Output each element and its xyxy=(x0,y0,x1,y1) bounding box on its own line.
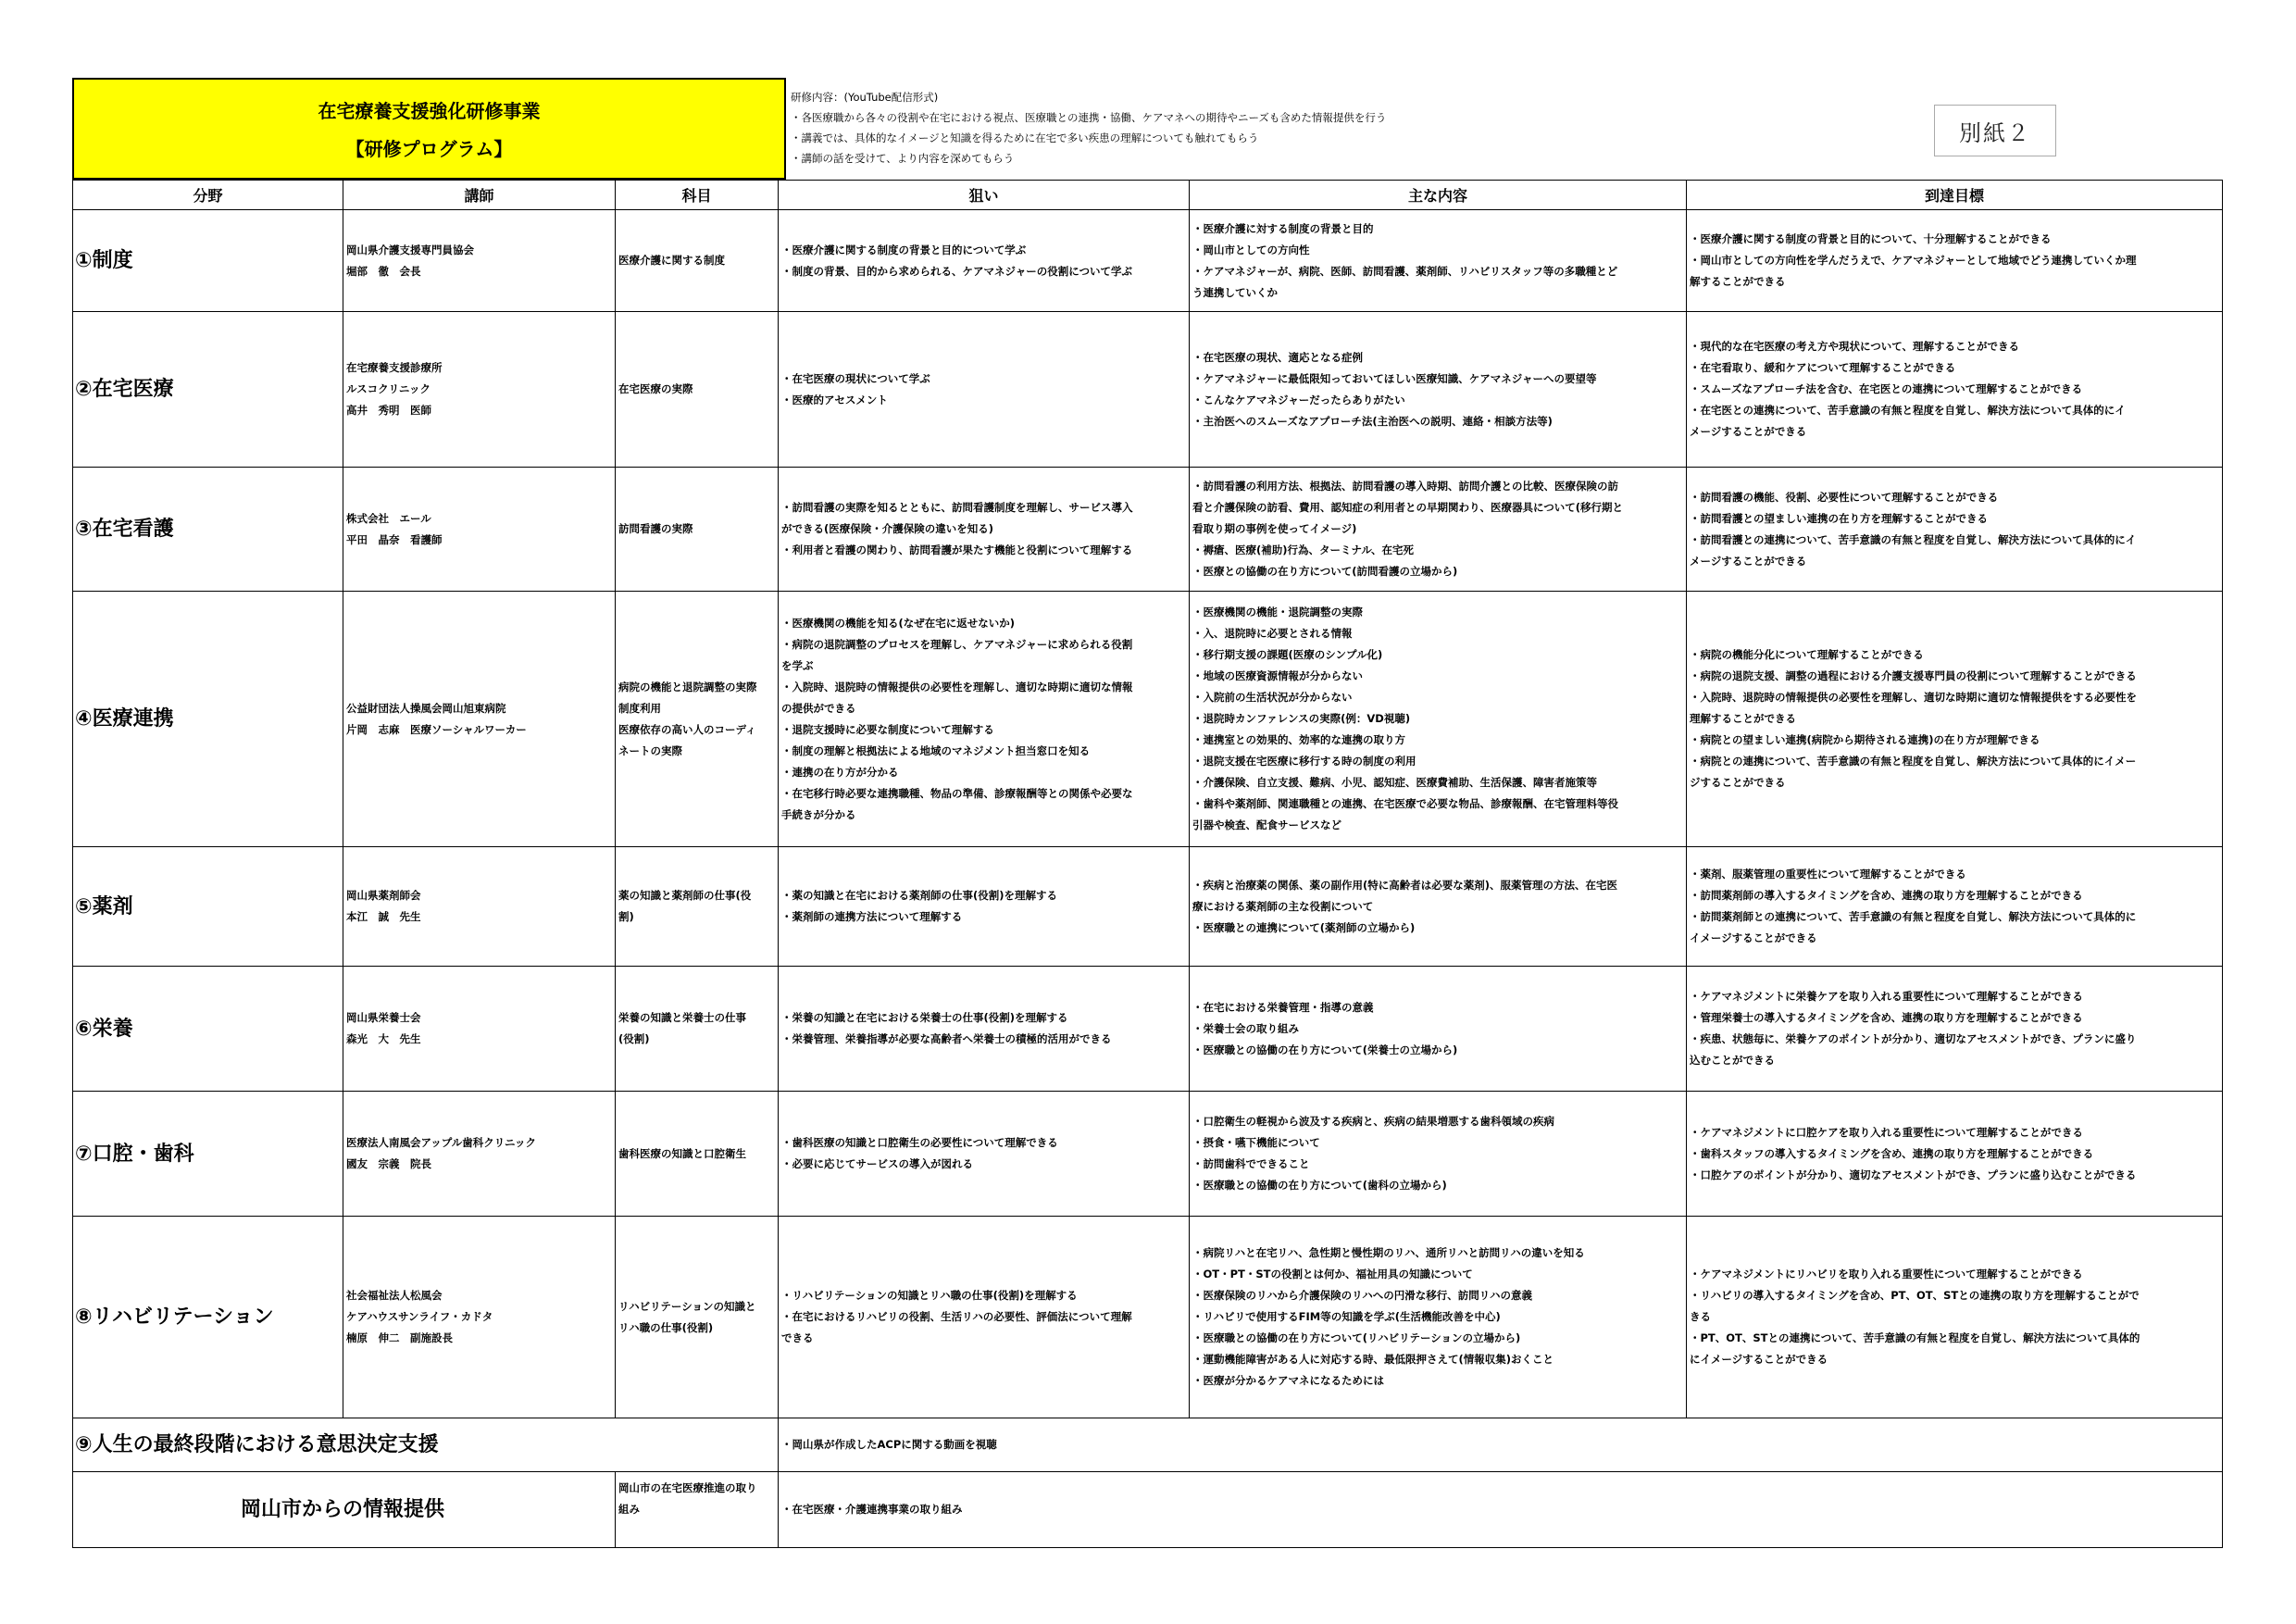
field-cell: ④医療連携 xyxy=(73,592,343,847)
goal-line: ・ケアマネジメントにリハビリを取り入れる重要性について理解することができる xyxy=(1690,1268,2083,1280)
aim-line: ・薬剤師の連携方法について理解する xyxy=(781,910,963,923)
lecturer-line: ケアハウスサンライフ・カドタ xyxy=(346,1310,493,1323)
goal-line: ・リハビリの導入するタイミングを含め、PT、OT、STとの連携の取り方を理解することがで xyxy=(1690,1289,2140,1302)
title-line-2: 【研修プログラム】 xyxy=(345,138,513,160)
goal-line: メージすることができる xyxy=(1690,425,1807,438)
lecturer-line: 高井 秀明 医師 xyxy=(346,404,431,417)
aim-cell: ・在宅医療・介護連携事業の取り組み xyxy=(779,1472,2223,1548)
subject-line: ネートの実際 xyxy=(618,743,682,757)
subject-cell xyxy=(616,1092,779,1217)
lecturer-line: 國友 宗義 院長 xyxy=(346,1157,431,1170)
aim-cell xyxy=(779,468,1190,592)
aim-line: ・訪問看護の実際を知るとともに、訪問看護制度を理解し、サービス導入 xyxy=(781,501,1133,514)
content-cell xyxy=(1190,592,1687,847)
table-row xyxy=(73,1217,2223,1418)
aim-line: の提供ができる xyxy=(781,701,856,715)
aim-line: ・医療機関の機能を知る(なぜ在宅に返せないか) xyxy=(781,616,1016,630)
lecturer-cell xyxy=(343,1217,616,1418)
lecturer-line: 公益財団法人操風会岡山旭東病院 xyxy=(346,701,506,715)
content-line: 看取り期の事例を使ってイメージ) xyxy=(1192,522,1357,535)
content-line: ・褥瘡、医療(補助)行為、ターミナル、在宅死 xyxy=(1192,543,1415,556)
subject-line: 病院の機能と退院調整の実際 xyxy=(618,680,757,693)
content-line: ・訪問看護の利用方法、根拠法、訪問看護の導入時期、訪問介護との比較、医療保険の訪 xyxy=(1192,480,1618,493)
content-line: ・運動機能障害がある人に対応する時、最低限押さえて(情報収集)おくこと xyxy=(1192,1353,1554,1366)
aim-line: ・在宅医療の現状について学ぶ xyxy=(781,371,930,385)
header-subject: 科目 xyxy=(616,181,779,210)
lecturer-line: 株式会社 エール xyxy=(346,511,431,525)
aim-line: ・制度の背景、目的から求められる、ケアマネジャーの役割について学ぶ xyxy=(781,264,1133,278)
goal-line: ・医療介護に関する制度の背景と目的について、十分理解することができる xyxy=(1690,232,2052,245)
aim-cell xyxy=(779,1217,1190,1418)
subject-cell xyxy=(616,468,779,592)
table-row xyxy=(73,967,2223,1092)
subject-line: 歯科医療の知識と口腔衛生 xyxy=(618,1146,746,1160)
table-row-decision-support xyxy=(73,1418,2223,1472)
goal-line: ・在宅医との連携について、苦手意識の有無と程度を自覚し、解決方法について具体的にイ xyxy=(1690,404,2126,417)
content-line: ・医療職との協働の在り方について(栄養士の立場から) xyxy=(1192,1043,1458,1056)
content-line: ・在宅における栄養管理・指導の意義 xyxy=(1192,1000,1374,1014)
content-line: ・訪問歯科でできること xyxy=(1192,1157,1310,1170)
header-field: 分野 xyxy=(73,181,343,210)
goal-line: ・病院の機能分化について理解することができる xyxy=(1690,648,1924,661)
lecturer-line: 医療法人南風会アップル歯科クリニック xyxy=(346,1136,537,1149)
goal-line: ・管理栄養士の導入するタイミングを含め、連携の取り方を理解することができる xyxy=(1690,1011,2083,1024)
goal-cell xyxy=(1687,1217,2223,1418)
lecturer-line: 片岡 志麻 医療ソーシャルワーカー xyxy=(346,722,527,736)
aim-line: ・在宅におけるリハビリの役割、生活リハの必要性、評価法について理解 xyxy=(781,1310,1132,1323)
lecturer-line: 岡山県介護支援専門員協会 xyxy=(346,243,474,256)
field-cell: ③在宅看護 xyxy=(73,468,343,592)
lecturer-line: 社会福祉法人松風会 xyxy=(346,1289,443,1302)
goal-cell xyxy=(1687,967,2223,1092)
subject-cell xyxy=(616,210,779,312)
goal-cell xyxy=(1687,1092,2223,1217)
content-line: 引器や検査、配食サービスなど xyxy=(1192,818,1341,831)
subject-cell xyxy=(616,847,779,967)
header xyxy=(72,78,2222,180)
content-line: ・医療保険のリハから介護保険のリハへの円滑な移行、訪問リハの意義 xyxy=(1192,1289,1532,1302)
goal-cell xyxy=(1687,592,2223,847)
content-cell xyxy=(1190,1217,1687,1418)
subject-line: 薬の知識と薬剤師の仕事(役 xyxy=(618,889,752,902)
table-row xyxy=(73,468,2223,592)
aim-line: できる xyxy=(781,1331,814,1344)
content-line: 看と介護保険の訪看、費用、認知症の利用者との早期関わり、医療器具について(移行期と xyxy=(1192,501,1624,514)
note-line: ・講師の話を受けて、より内容を深めてもらう xyxy=(791,152,1015,165)
goal-line: 込むことができる xyxy=(1690,1054,1775,1067)
content-line: ・退院支援在宅医療に移行する時の制度の利用 xyxy=(1192,755,1416,768)
aim-line: を学ぶ xyxy=(781,658,814,672)
goal-line: メージすることができる xyxy=(1690,554,1807,568)
content-line: ・退院時カンファレンスの実際(例：VD視聴) xyxy=(1192,712,1411,725)
subject-cell xyxy=(616,967,779,1092)
subject-line: リハ職の仕事(役割) xyxy=(618,1320,714,1334)
content-line: う連携していくか xyxy=(1192,285,1278,299)
aim-line: ・リハビリテーションの知識とリハ職の仕事(役割)を理解する xyxy=(781,1289,1078,1302)
aim-cell xyxy=(779,210,1190,312)
note-line: 研修内容：(YouTube配信形式) xyxy=(791,91,939,104)
goal-line: 理解することができる xyxy=(1690,712,1796,725)
table-row xyxy=(73,847,2223,967)
content-line: ・主治医へのスムーズなアプローチ法(主治医への説明、連絡・相談方法等) xyxy=(1192,414,1553,428)
subject-line: リハビリテーションの知識と xyxy=(618,1299,756,1313)
subject-line: 医療介護に関する制度 xyxy=(618,254,725,267)
aim-cell: ・岡山県が作成したACPに関する動画を視聴 xyxy=(779,1418,2223,1472)
goal-line: にイメージすることができる xyxy=(1690,1353,1828,1366)
aim-line: ・連携の在り方が分かる xyxy=(781,765,899,779)
header-aim: 狙い xyxy=(779,181,1190,210)
training-content-notes xyxy=(791,87,1386,169)
goal-cell xyxy=(1687,312,2223,468)
content-line: ・在宅医療の現状、適応となる症例 xyxy=(1192,350,1363,364)
content-line: ・地域の医療資源情報が分からない xyxy=(1192,669,1363,682)
table-header-row xyxy=(73,181,2223,210)
lecturer-line: 堀部 徹 会長 xyxy=(346,264,421,278)
lecturer-cell xyxy=(343,468,616,592)
content-line: ・リハビリで使用するFIM等の知識を学ぶ(生活機能改善を中心) xyxy=(1192,1310,1501,1323)
aim-line: ・病院の退院調整のプロセスを理解し、ケアマネジャーに求められる役割 xyxy=(781,637,1133,651)
goal-line: ・訪問看護の機能、役割、必要性について理解することができる xyxy=(1690,490,1999,504)
aim-line: ・栄養の知識と在宅における栄養士の仕事(役割)を理解する xyxy=(781,1011,1068,1024)
content-line: ・医療職との協働の在り方について(リハビリテーションの立場から) xyxy=(1192,1331,1521,1344)
lecturer-cell xyxy=(343,312,616,468)
goal-line: ・訪問薬剤師との連携について、苦手意識の有無と程度を自覚し、解決方法について具体的に xyxy=(1690,910,2137,923)
field-cell: ①制度 xyxy=(73,210,343,312)
goal-cell xyxy=(1687,847,2223,967)
goal-line: ・薬剤、服薬管理の重要性について理解することができる xyxy=(1690,868,1966,881)
table-row xyxy=(73,592,2223,847)
aim-line: ・歯科医療の知識と口腔衛生の必要性について理解できる xyxy=(781,1136,1058,1149)
field-cell: ⑥栄養 xyxy=(73,967,343,1092)
header-lecturer: 講師 xyxy=(343,181,616,210)
lecturer-line: 平田 晶奈 看護師 xyxy=(346,532,443,546)
subject-cell xyxy=(616,1217,779,1418)
program-sheet xyxy=(72,78,2222,1548)
aim-cell xyxy=(779,847,1190,967)
subject-line: (役割) xyxy=(618,1032,650,1045)
content-line: ・医療機関の機能・退院調整の実際 xyxy=(1192,606,1363,618)
content-line: ・ケアマネジャーが、病院、医師、訪問看護、薬剤師、リハビリスタッフ等の多職種とど xyxy=(1192,264,1618,278)
goal-line: ・入院時、退院時の情報提供の必要性を理解し、適切な時期に適切な情報提供をする必要性を xyxy=(1690,691,2137,704)
field-cell: ⑤薬剤 xyxy=(73,847,343,967)
aim-line: ・利用者と看護の関わり、訪問看護が果たす機能と役割について理解する xyxy=(781,543,1133,556)
goal-line: ジすることができる xyxy=(1690,776,1786,789)
aim-cell xyxy=(779,967,1190,1092)
content-cell xyxy=(1190,312,1687,468)
content-cell xyxy=(1190,1092,1687,1217)
goal-line: ・ケアマネジメントに口腔ケアを取り入れる重要性について理解することができる xyxy=(1690,1125,2083,1139)
program-table xyxy=(72,180,2223,1548)
aim-line: ・医療的アセスメント xyxy=(781,393,888,406)
goal-line: ・病院との望ましい連携(病院から期待される連携)の在り方が理解できる xyxy=(1690,733,2040,746)
content-line: ・医療職との協働の在り方について(歯科の立場から) xyxy=(1192,1179,1447,1192)
content-cell xyxy=(1190,967,1687,1092)
field-cell: 岡山市からの情報提供 xyxy=(73,1472,616,1548)
content-line: ・医療職との連携について(薬剤師の立場から) xyxy=(1192,920,1416,934)
goal-line: きる xyxy=(1690,1310,1711,1323)
content-line: ・OT・PT・STの役割とは何か、福祉用具の知識について xyxy=(1192,1268,1473,1280)
content-line: ・ケアマネジャーに最低限知っておいてほしい医療知識、ケアマネジャーへの要望等 xyxy=(1192,371,1597,385)
goal-line: ・訪問薬剤師の導入するタイミングを含め、連携の取り方を理解することができる xyxy=(1690,889,2083,902)
annex-label: 別紙２ xyxy=(1934,105,2056,156)
subject-line: 栄養の知識と栄養士の仕事 xyxy=(618,1011,746,1024)
aim-cell xyxy=(779,592,1190,847)
content-line: ・入院前の生活状況が分からない xyxy=(1192,691,1353,704)
content-line: ・医療との協働の在り方について(訪問看護の立場から) xyxy=(1192,565,1458,578)
lecturer-cell xyxy=(343,1092,616,1217)
goal-line: ・PT、OT、STとの連携について、苦手意識の有無と程度を自覚し、解決方法について具体的 xyxy=(1690,1331,2140,1344)
aim-line: ・制度の理解と根拠法による地域のマネジメント担当窓口を知る xyxy=(781,743,1091,757)
subject-cell xyxy=(616,592,779,847)
title-box xyxy=(72,78,786,180)
lecturer-line: 本江 誠 先生 xyxy=(346,910,421,923)
header-goal: 到達目標 xyxy=(1687,181,2223,210)
aim-line: ・薬の知識と在宅における薬剤師の仕事(役割)を理解する xyxy=(781,889,1058,902)
lecturer-cell xyxy=(343,967,616,1092)
note-line: ・各医療職から各々の役割や在宅における視点、医療職との連携・協働、ケアマネへの期待やニーズも含めた情報提供を行う xyxy=(791,111,1387,124)
content-line: ・摂食・嚥下機能について xyxy=(1192,1136,1320,1149)
content-line: ・病院リハと在宅リハ、急性期と慢性期のリハ、通所リハと訪問リハの違いを知る xyxy=(1192,1246,1585,1259)
goal-line: イメージすることができる xyxy=(1690,931,1817,944)
goal-cell xyxy=(1687,468,2223,592)
subject-line: 医療依存の高い人のコーディ xyxy=(618,722,756,736)
lecturer-cell xyxy=(343,210,616,312)
note-line: ・講義では、具体的なイメージと知識を得るために在宅で多い疾患の理解についても触れてもらう xyxy=(791,131,1259,144)
goal-line: ・訪問看護との連携について、苦手意識の有無と程度を自覚し、解決方法について具体的にイ xyxy=(1690,532,2137,546)
field-cell: ⑦口腔・歯科 xyxy=(73,1092,343,1217)
goal-line: ・在宅看取り、緩和ケアについて理解することができる xyxy=(1690,361,1956,374)
goal-line: ・病院との連携について、苦手意識の有無と程度を自覚し、解決方法について具体的にイメー xyxy=(1690,755,2137,768)
subject-line: 訪問看護の実際 xyxy=(618,522,693,535)
field-cell: ②在宅医療 xyxy=(73,312,343,468)
aim-cell xyxy=(779,312,1190,468)
content-line: ・連携室との効果的、効率的な連携の取り方 xyxy=(1192,733,1405,746)
aim-line: ・医療介護に関する制度の背景と目的について学ぶ xyxy=(781,243,1027,256)
lecturer-line: 楠原 伸二 副施設長 xyxy=(346,1331,453,1344)
goal-cell xyxy=(1687,210,2223,312)
table-row-city-info xyxy=(73,1472,2223,1548)
aim-line: ・必要に応じてサービスの導入が図れる xyxy=(781,1157,973,1170)
lecturer-line: 岡山県栄養士会 xyxy=(346,1011,421,1024)
goal-line: ・訪問看護との望ましい連携の在り方を理解することができる xyxy=(1690,511,1988,525)
content-line: ・医療が分かるケアマネになるためには xyxy=(1192,1374,1384,1387)
content-line: ・入、退院時に必要とされる情報 xyxy=(1192,627,1353,640)
aim-line: 手続きが分かる xyxy=(781,807,856,821)
lecturer-cell xyxy=(343,592,616,847)
table-row xyxy=(73,1092,2223,1217)
goal-line: ・病院の退院支援、調整の過程における介護支援専門員の役割について理解することができる xyxy=(1690,669,2137,682)
content-line: ・口腔衛生の軽視から波及する疾病と、疾病の結果増悪する歯科領域の疾病 xyxy=(1192,1115,1554,1128)
goal-line: 解することができる xyxy=(1690,275,1786,288)
content-cell xyxy=(1190,210,1687,312)
subject-cell xyxy=(616,312,779,468)
aim-line: ・栄養管理、栄養指導が必要な高齢者へ栄養士の積極的活用ができる xyxy=(781,1032,1112,1045)
aim-line: ・在宅移行時必要な連携職種、物品の準備、診療報酬等との関係や必要な xyxy=(781,786,1133,800)
content-line: ・岡山市としての方向性 xyxy=(1192,243,1310,256)
subject-line: 制度利用 xyxy=(618,701,661,715)
goal-line: ・疾患、状態毎に、栄養ケアのポイントが分かり、適切なアセスメントができ、プランに盛り xyxy=(1690,1032,2137,1045)
aim-line: ができる(医療保険・介護保険の違いを知る) xyxy=(781,522,994,535)
content-cell xyxy=(1190,847,1687,967)
lecturer-line: 森光 大 先生 xyxy=(346,1032,421,1045)
goal-line: ・スムーズなアプローチ法を含む、在宅医との連携について理解することができる xyxy=(1690,382,2083,395)
aim-line: ・入院時、退院時の情報提供の必要性を理解し、適切な時期に適切な情報 xyxy=(781,680,1133,693)
content-line: ・歯科や薬剤師、関連職種との連携、在宅医療で必要な物品、診療報酬、在宅管理料等役 xyxy=(1192,797,1618,810)
header-content: 主な内容 xyxy=(1190,181,1687,210)
content-line: ・疾病と治療薬の関係、薬の副作用(特に高齢者は必要な薬剤)、服薬管理の方法、在宅医 xyxy=(1192,878,1618,892)
aim-line: ・退院支援時に必要な制度について理解する xyxy=(781,722,994,736)
subject-line: 割) xyxy=(618,910,634,923)
subject-line: 岡山市の在宅医療推進の取り xyxy=(618,1481,757,1494)
content-line: 療における薬剤師の主な役割について xyxy=(1192,899,1374,913)
lecturer-line: 在宅療養支援診療所 xyxy=(346,361,443,374)
table-row xyxy=(73,210,2223,312)
table-row xyxy=(73,312,2223,468)
goal-line: ・口腔ケアのポイントが分かり、適切なアセスメントができ、プランに盛り込むことができる xyxy=(1690,1168,2137,1181)
field-cell: ⑨人生の最終段階における意思決定支援 xyxy=(73,1418,779,1472)
subject-line: 在宅医療の実際 xyxy=(618,382,693,395)
field-cell: ⑧リハビリテーション xyxy=(73,1217,343,1418)
title-line-1: 在宅療養支援強化研修事業 xyxy=(318,100,541,122)
goal-line: ・岡山市としての方向性を学んだうえで、ケアマネジャーとして地域でどう連携していくか理 xyxy=(1690,254,2137,267)
content-line: ・栄養士会の取り組み xyxy=(1192,1021,1299,1035)
lecturer-cell xyxy=(343,847,616,967)
subject-line: 組み xyxy=(618,1503,640,1516)
content-line: ・介護保険、自立支援、難病、小児、認知症、医療費補助、生活保護、障害者施策等 xyxy=(1192,776,1597,789)
content-cell xyxy=(1190,468,1687,592)
lecturer-line: ルスコクリニック xyxy=(346,382,430,395)
goal-line: ・現代的な在宅医療の考え方や現状について、理解することができる xyxy=(1690,340,2020,353)
goal-line: ・ケアマネジメントに栄養ケアを取り入れる重要性について理解することができる xyxy=(1690,990,2083,1003)
content-line: ・こんなケアマネジャーだったらありがたい xyxy=(1192,393,1405,406)
aim-cell xyxy=(779,1092,1190,1217)
subject-cell xyxy=(616,1472,779,1548)
goal-line: ・歯科スタッフの導入するタイミングを含め、連携の取り方を理解することができる xyxy=(1690,1146,2094,1160)
content-line: ・医療介護に対する制度の背景と目的 xyxy=(1192,221,1374,235)
lecturer-line: 岡山県薬剤師会 xyxy=(346,889,421,902)
content-line: ・移行期支援の課題(医療のシンプル化) xyxy=(1192,648,1383,661)
